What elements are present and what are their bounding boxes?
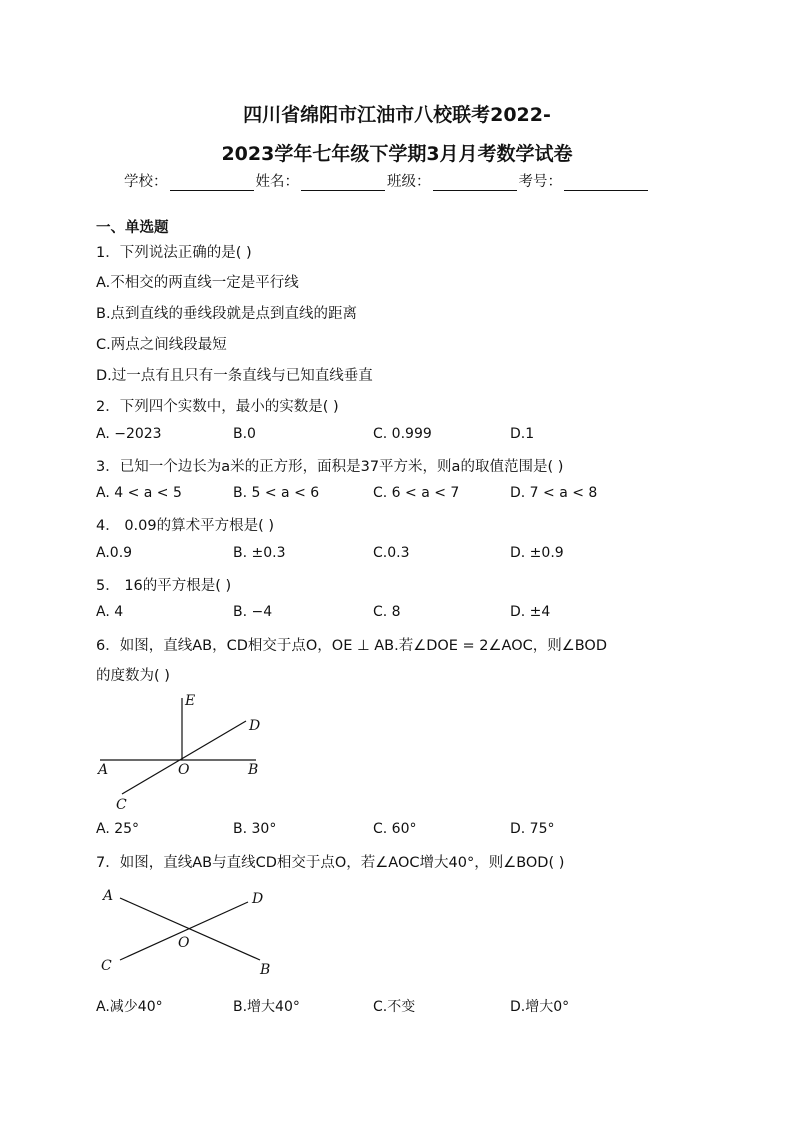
question-3-options	[96, 485, 696, 505]
question-7-option-d[interactable]: D.增大0°	[510, 999, 570, 1015]
question-6-options	[96, 821, 696, 841]
name-blank[interactable]	[301, 175, 385, 191]
class-label: 班级：	[387, 174, 431, 190]
question-1-option-c[interactable]: C.两点之间线段最短	[96, 337, 227, 353]
question-4-option-b[interactable]: B. ±0.3	[233, 545, 286, 561]
exam-number-label: 考号：	[518, 174, 562, 190]
label-c: C	[101, 958, 112, 974]
question-1-option-d[interactable]: D.过一点有且只有一条直线与已知直线垂直	[96, 368, 373, 384]
school-blank[interactable]	[170, 175, 254, 191]
question-6-option-b[interactable]: B. 30°	[233, 821, 277, 837]
label-o: O	[178, 762, 190, 778]
question-2-option-c[interactable]: C. 0.999	[373, 426, 432, 442]
section-heading: 一、单选题	[96, 220, 169, 236]
label-b: B	[248, 762, 259, 778]
question-4-option-c[interactable]: C.0.3	[373, 545, 410, 561]
name-field[interactable]	[256, 170, 386, 191]
question-1-option-b[interactable]: B.点到直线的垂线段就是点到直线的距离	[96, 306, 358, 322]
question-5-option-d[interactable]: D. ±4	[510, 604, 551, 620]
question-6-stem: 6．如图，直线AB，CD相交于点O，OE ⊥ AB.若∠DOE = 2∠AOC，则∠BOD	[96, 638, 607, 654]
label-e: E	[185, 693, 196, 709]
question-3-option-a[interactable]: A. 4 < a < 5	[96, 485, 182, 501]
question-5-options	[96, 604, 696, 624]
label-d: D	[249, 718, 261, 734]
question-4-option-d[interactable]: D. ±0.9	[510, 545, 564, 561]
question-7-options	[96, 996, 696, 1016]
class-field[interactable]	[387, 170, 517, 191]
question-3-option-b[interactable]: B. 5 < a < 6	[233, 485, 320, 501]
question-7-option-c[interactable]: C.不变	[373, 999, 416, 1015]
question-5-option-c[interactable]: C. 8	[373, 604, 401, 620]
exam-number-field[interactable]	[519, 170, 649, 191]
question-7-option-a[interactable]: A.减少40°	[96, 999, 163, 1015]
question-4-option-a[interactable]: A.0.9	[96, 545, 133, 561]
label-b: B	[260, 962, 271, 978]
name-label: 姓名：	[255, 174, 299, 190]
question-2-option-b[interactable]: B.0	[233, 426, 256, 442]
question-6-option-c[interactable]: C. 60°	[373, 821, 417, 837]
question-2-stem: 2．下列四个实数中，最小的实数是( )	[96, 399, 339, 415]
question-3-stem: 3．已知一个边长为a米的正方形，面积是37平方米，则a的取值范围是( )	[96, 459, 564, 475]
question-5-option-b[interactable]: B. −4	[233, 604, 273, 620]
question-3-option-d[interactable]: D. 7 < a < 8	[510, 485, 598, 501]
question-2-options	[96, 426, 696, 446]
question-3-option-c[interactable]: C. 6 < a < 7	[373, 485, 460, 501]
question-5-stem: 5． 16的平方根是( )	[96, 578, 232, 594]
school-label: 学校：	[124, 174, 168, 190]
exam-number-blank[interactable]	[564, 175, 648, 191]
class-blank[interactable]	[433, 175, 517, 191]
question-2-option-a[interactable]: A. −2023	[96, 426, 162, 442]
question-7-stem: 7．如图，直线AB与直线CD相交于点O，若∠AOC增大40°，则∠BOD( )	[96, 855, 565, 871]
question-6-figure	[94, 690, 284, 815]
question-4-options	[96, 545, 696, 565]
question-7-option-b[interactable]: B.增大40°	[233, 999, 300, 1015]
question-6-stem-continued: 的度数为( )	[96, 668, 170, 684]
label-d: D	[252, 891, 264, 907]
question-6-option-a[interactable]: A. 25°	[96, 821, 140, 837]
question-5-option-a[interactable]: A. 4	[96, 604, 124, 620]
question-1-stem: 1．下列说法正确的是( )	[96, 245, 252, 261]
question-6-option-d[interactable]: D. 75°	[510, 821, 555, 837]
question-7-figure	[96, 880, 286, 985]
exam-title-line2: 2023学年七年级下学期3月月考数学试卷	[221, 143, 573, 165]
label-o: O	[178, 935, 190, 951]
question-4-stem: 4． 0.09的算术平方根是( )	[96, 518, 275, 534]
label-a: A	[98, 762, 109, 778]
question-1-option-a[interactable]: A.不相交的两直线一定是平行线	[96, 275, 299, 291]
exam-title-line1: 四川省绵阳市江油市八校联考2022-	[243, 104, 551, 126]
label-c: C	[116, 797, 127, 813]
label-a: A	[103, 888, 114, 904]
question-2-option-d[interactable]: D.1	[510, 426, 535, 442]
line-cd	[120, 902, 248, 960]
school-field[interactable]	[124, 170, 254, 191]
line-cd	[122, 721, 246, 794]
student-info-row	[124, 170, 650, 191]
